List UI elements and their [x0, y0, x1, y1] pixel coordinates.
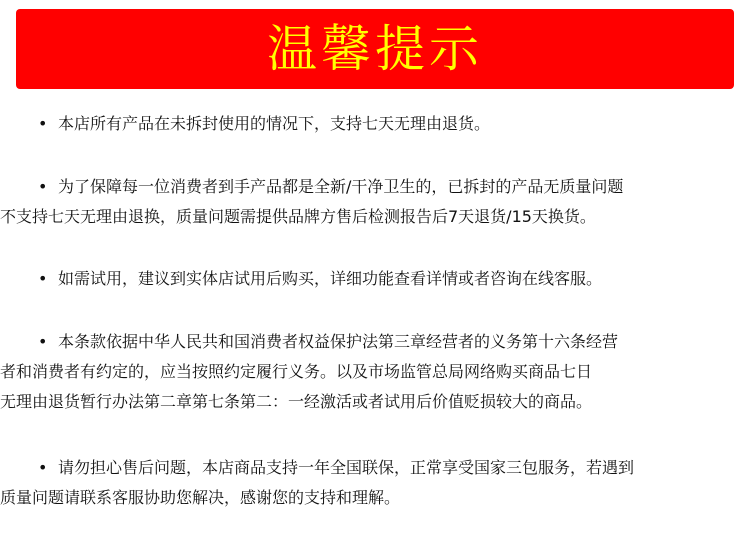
notice-text: 者和消费者有约定的，应当按照约定履行义务。以及市场监管总局网络购买商品七日: [0, 362, 593, 381]
notice-line: [38, 264, 723, 294]
notice-text: 无理由退货暂行办法第二章第七条第二：一经激活或者试用后价值贬损较大的商品。: [0, 392, 593, 411]
notice-line: [38, 327, 723, 357]
notice-text: 如需试用，建议到实体店试用后购买，详细功能查看详情或者咨询在线客服。: [58, 269, 603, 288]
notice-line: [0, 357, 723, 387]
notice-item-stock-return: [38, 109, 723, 139]
notice-item-hygiene-policy: [0, 172, 723, 232]
notice-text: 为了保障每一位消费者到手产品都是全新/干净卫生的，已拆封的产品无质量问题: [58, 177, 624, 196]
bullet-icon: •: [38, 269, 48, 288]
bullet-icon: •: [38, 332, 48, 351]
notice-item-trial-advice: [38, 264, 723, 294]
notice-text: 本条款依据中华人民共和国消费者权益保护法第三章经营者的义务第十六条经营: [58, 332, 619, 351]
notice-text: 请勿担心售后问题，本店商品支持一年全国联保，正常享受国家三包服务，若遇到: [58, 458, 635, 477]
notice-line: [38, 109, 723, 139]
notice-item-after-sales: [0, 453, 723, 513]
notice-line: [0, 483, 723, 513]
bullet-icon: •: [38, 177, 48, 196]
page-title: 温馨提示: [267, 20, 483, 78]
notice-item-legal-basis: [0, 327, 723, 417]
bullet-icon: •: [38, 114, 48, 133]
notice-text: 质量问题请联系客服协助您解决，感谢您的支持和理解。: [0, 488, 401, 507]
notice-line: [38, 453, 723, 483]
notice-text: 不支持七天无理由退换，质量问题需提供品牌方售后检测报告后7天退货/15天换货。: [0, 207, 596, 226]
bullet-icon: •: [38, 458, 48, 477]
notice-line: [0, 387, 723, 417]
notice-line: [0, 202, 723, 232]
notice-line: [38, 172, 723, 202]
notice-text: 本店所有产品在未拆封使用的情况下，支持七天无理由退货。: [58, 114, 491, 133]
